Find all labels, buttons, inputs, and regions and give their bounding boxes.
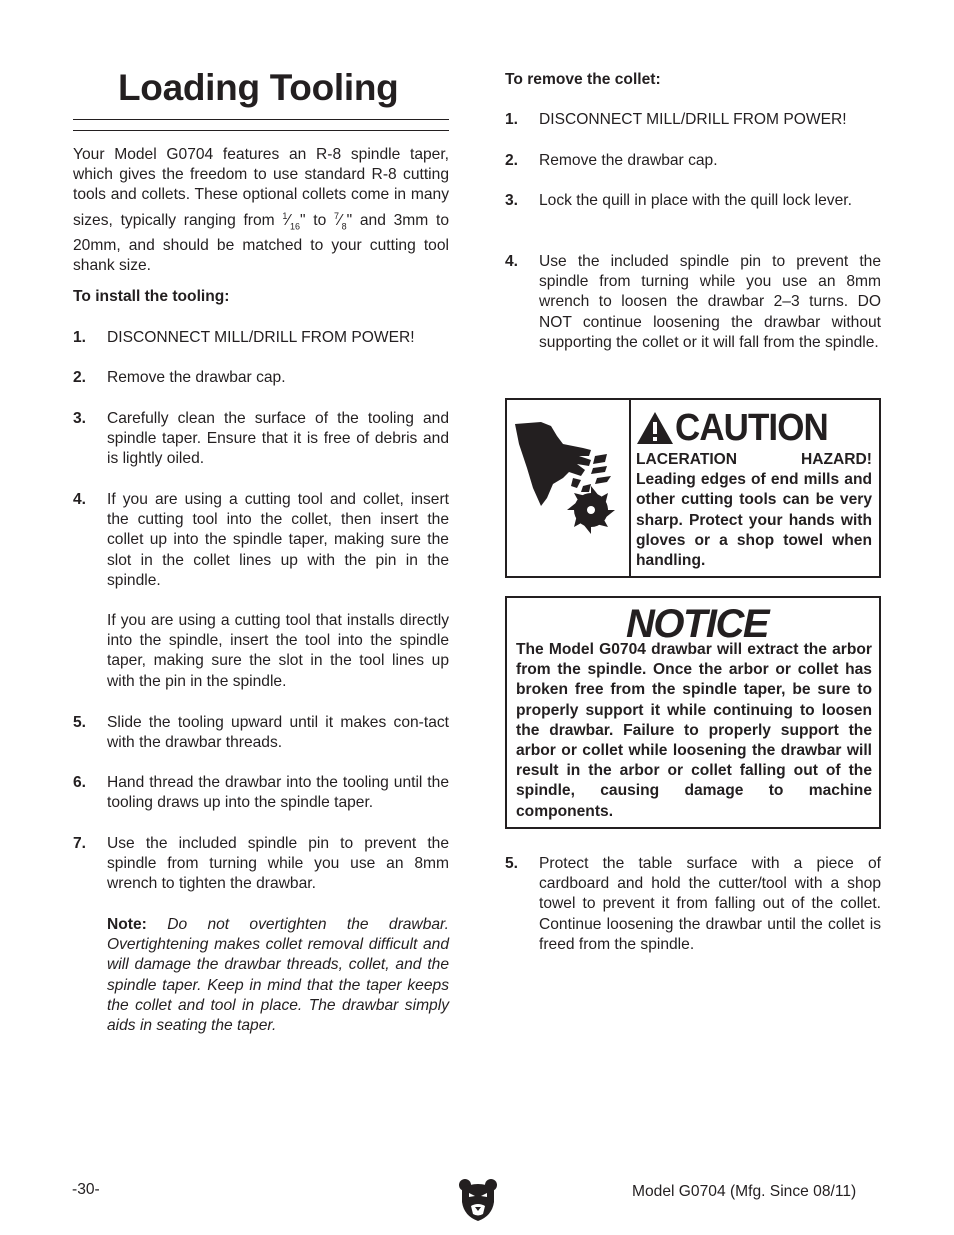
- step-text: Lock the quill in place with the quill lock lever.: [539, 192, 852, 209]
- remove-step-5: [505, 854, 881, 955]
- remove-step-2: [505, 151, 881, 171]
- step-text: Use the included spindle pin to prevent the spindle from turning while you use an 8mm wrench to tighten the drawbar.: [107, 835, 449, 893]
- caution-box: [505, 398, 881, 578]
- step-number: 2.: [505, 152, 519, 169]
- install-step-7: [73, 834, 449, 895]
- notice-text: The Model G0704 drawbar will extract the arbor from the spindle. Once the arbor or collet has broken free from the spindle taper, be sure to properly support it while continuing to loosen the drawbar. Failure to properly support the arbor or collet while loosening the drawbar will result in the arbor or collet falling out of the spindle, causing damage to machine components.: [516, 641, 872, 820]
- note-label: Note:: [107, 916, 147, 933]
- step-number: 1.: [505, 111, 519, 128]
- caution-text: LACERATION HAZARD! Leading edges of end mills and other cutting tools can be very sharp. Protect your hands with gloves or a shop towel when handling.: [636, 451, 872, 570]
- install-step-4: [73, 490, 449, 591]
- step-text: Carefully clean the surface of the tooling and spindle taper. Ensure that it is free of debris and is lightly oiled.: [107, 410, 449, 468]
- caution-label: CAUTION: [675, 407, 828, 449]
- tightening-note: [73, 915, 449, 1036]
- notice-label: NOTICE: [626, 602, 769, 646]
- title-rule-bottom: [73, 130, 449, 131]
- intro-paragraph: Your Model G0704 features an R-8 spindle taper, which gives the freedom to use standard R-8 cutting tools and collets. These optional collets come in many sizes, typically ranging from $^1⁄_{16}$" to $^7⁄_8$" and 3mm to 20mm, and should be matched to your cutting tool shank size.: [73, 146, 449, 275]
- warning-triangle-icon: [635, 410, 675, 446]
- caution-header: [635, 406, 841, 450]
- page-number: -30-: [72, 1181, 100, 1198]
- step-text: Slide the tooling upward until it makes con-tact with the drawbar threads.: [107, 714, 449, 752]
- step-text: Protect the table surface with a piece of cardboard and hold the cutter/tool with a shop towel to prevent it from falling out of the collet. Continue loosening the drawbar until the collet is freed from the spindle.: [539, 855, 881, 953]
- step-text: Remove the drawbar cap.: [539, 152, 718, 169]
- install-step-2: [73, 368, 449, 388]
- step-text: DISCONNECT MILL/DRILL FROM POWER!: [539, 111, 847, 128]
- remove-step-3: [505, 191, 881, 211]
- step-number: 5.: [73, 714, 87, 731]
- install-step-1: [73, 328, 449, 348]
- step-number: 2.: [73, 369, 87, 386]
- step-text: Use the included spindle pin to prevent the spindle from turning while you use an 8mm wrench to loosen the drawbar 2–3 turns. DO NOT continue loosening the drawbar without supporting the collet or it will fall from the spindle.: [539, 253, 881, 351]
- install-step-4-alternate: If you are using a cutting tool that installs directly into the spindle, insert the tool into the spindle taper, making sure the slot in the tool lines up with the pin in the spindle.: [107, 612, 449, 690]
- step-number: 3.: [505, 192, 519, 209]
- step-number: 7.: [73, 835, 87, 852]
- step-text: Hand thread the drawbar into the tooling until the tooling draws up into the spindle taper.: [107, 774, 449, 812]
- install-step-6: [73, 773, 449, 813]
- install-heading: To install the tooling:: [73, 288, 230, 305]
- step-number: 6.: [73, 774, 87, 791]
- step-number: 4.: [73, 491, 87, 508]
- laceration-hazard-icon: [507, 400, 631, 576]
- note-text: Do not overtighten the drawbar. Overtightening makes collet removal difficult and will damage the drawbar threads, collet, and the spindle taper. Keep in mind that the taper keeps the collet and tool in place. The drawbar simply aids in seating the taper.: [107, 916, 449, 1035]
- step-text: If you are using a cutting tool and collet, insert the cutting tool into the collet, then insert the collet up into the spindle taper, making sure the slot in the collet lines up with the pin in the spindle.: [107, 491, 449, 589]
- install-step-5: [73, 713, 449, 753]
- step-number: 4.: [505, 253, 519, 270]
- notice-box: [505, 596, 881, 829]
- remove-heading: To remove the collet:: [505, 71, 661, 88]
- step-text: Remove the drawbar cap.: [107, 369, 286, 386]
- bear-head-logo-icon: [458, 1176, 498, 1222]
- step-number: 3.: [73, 410, 87, 427]
- remove-step-1: [505, 110, 881, 130]
- step-number: 5.: [505, 855, 519, 872]
- step-number: 1.: [73, 329, 87, 346]
- title-rule-top: [73, 119, 449, 120]
- install-step-3: [73, 409, 449, 470]
- remove-step-4: [505, 252, 881, 353]
- step-text: DISCONNECT MILL/DRILL FROM POWER!: [107, 329, 415, 346]
- model-footer: Model G0704 (Mfg. Since 08/11): [632, 1183, 857, 1200]
- page-title: Loading Tooling: [118, 67, 399, 108]
